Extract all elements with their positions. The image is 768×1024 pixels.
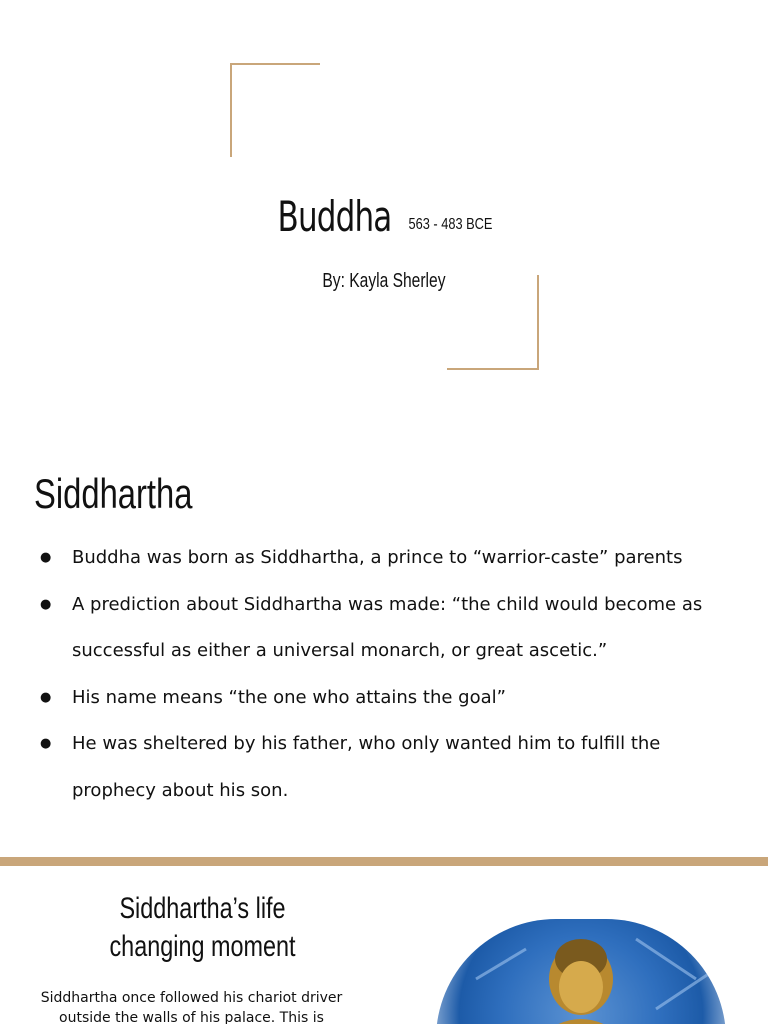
page-title: Buddha xyxy=(277,192,392,241)
buddha-statue-icon xyxy=(436,919,726,1024)
bullet-list xyxy=(40,535,740,814)
list-item: ● His name means “the one who attains the goal” xyxy=(40,675,740,722)
list-item: ● A prediction about Siddhartha was made: “the child would become as successful as either a universal monarch, or great ascetic.” xyxy=(40,582,740,675)
list-item: ● He was sheltered by his father, who only wanted him to fulfill the prophecy about his son. xyxy=(40,721,740,814)
slide-heading xyxy=(40,890,365,966)
list-item: ● Buddha was born as Siddhartha, a prince to “warrior-caste” parents xyxy=(40,535,740,582)
slide-divider xyxy=(0,857,768,866)
slide-heading-text: Siddhartha’s life changing moment xyxy=(109,892,296,963)
author-name: By: Kayla Sherley xyxy=(322,270,446,292)
title-row xyxy=(0,192,768,241)
byline xyxy=(0,270,768,293)
siddhartha-slide xyxy=(0,440,768,855)
life-changing-slide xyxy=(0,866,768,1024)
title-slide xyxy=(0,0,768,430)
slide-heading: Siddhartha xyxy=(34,470,193,517)
buddha-statue-image xyxy=(436,919,726,1024)
slide-body-text: Siddhartha once followed his chariot driver outside the walls of his palace. This is xyxy=(40,990,343,1024)
title-dates: 563 - 483 BCE xyxy=(408,216,493,233)
corner-bracket-top-left xyxy=(230,63,320,157)
